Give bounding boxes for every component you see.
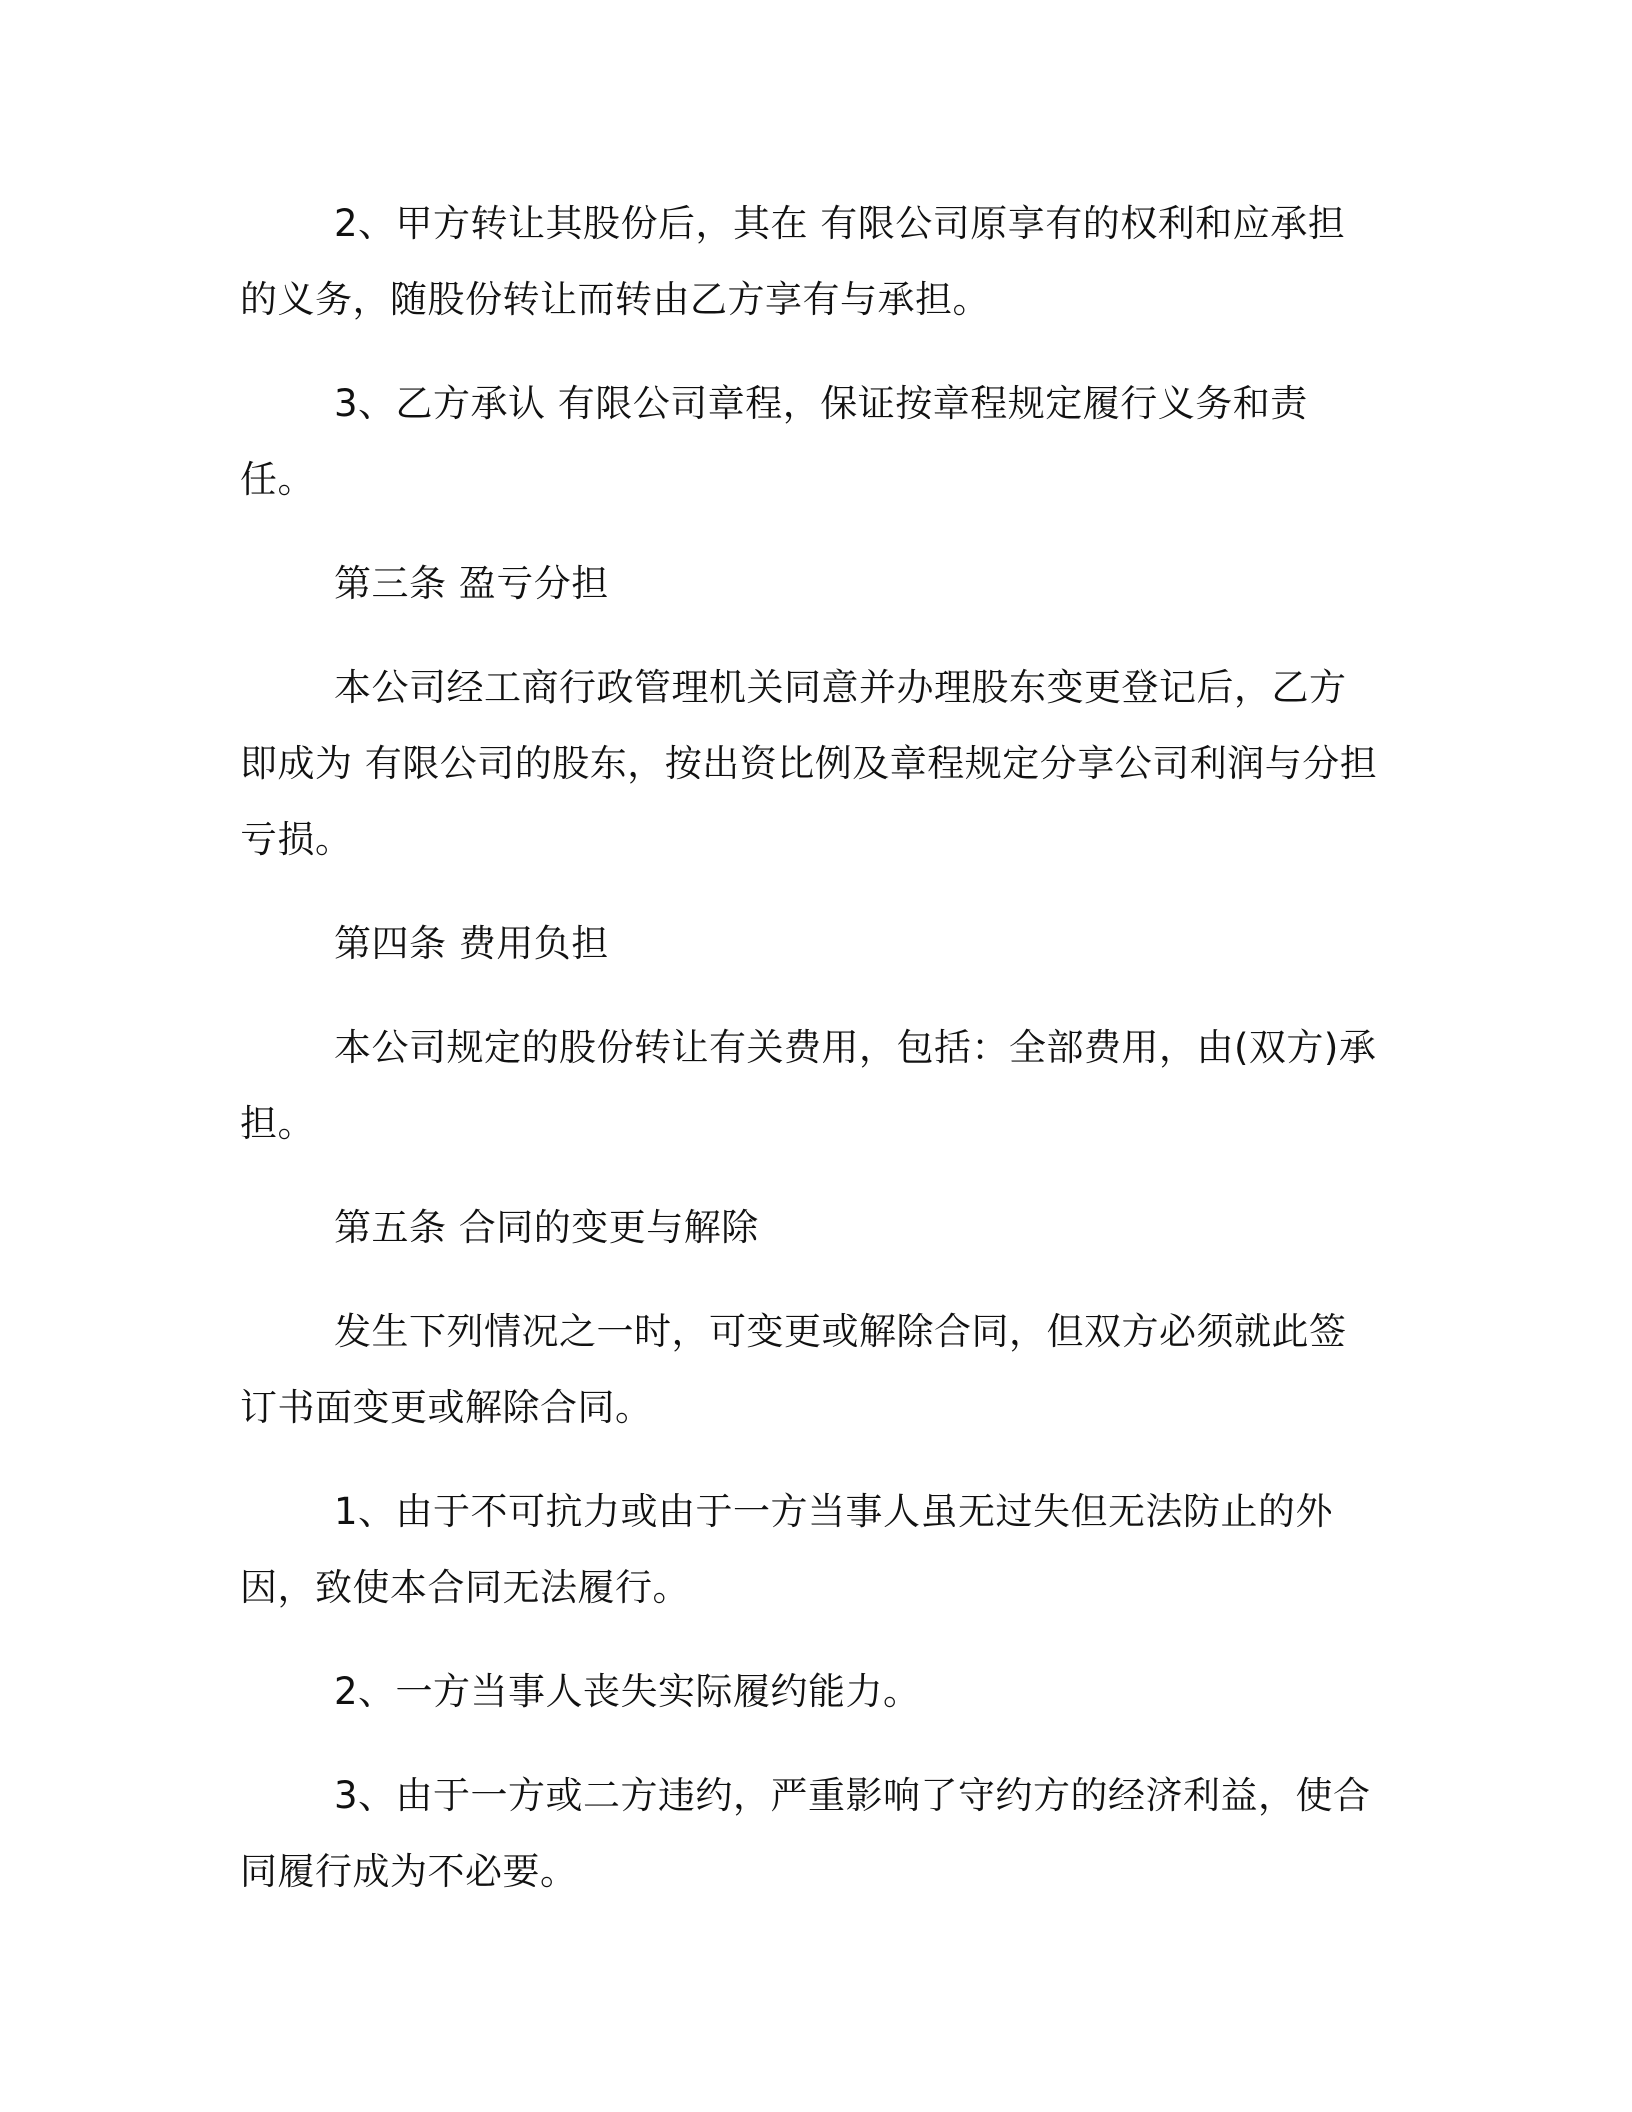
article-4-heading: 第四条 费用负担 <box>334 922 609 965</box>
article-5-heading: 第五条 合同的变更与解除 <box>334 1206 759 1249</box>
paragraph-force-majeure: 1、由于不可抗力或由于一方当事人虽无过失但无法防止的外因，致使本合同无法履行。 <box>240 1490 1334 1609</box>
paragraph-breach: 3、由于一方或二方违约，严重影响了守约方的经济利益，使合同履行成为不必要。 <box>240 1774 1371 1893</box>
document-page <box>240 186 1380 1938</box>
article-3-heading: 第三条 盈亏分担 <box>334 562 609 605</box>
paragraph-loss-capacity: 2、一方当事人丧失实际履约能力。 <box>334 1670 921 1713</box>
paragraph-change-conditions: 发生下列情况之一时，可变更或解除合同，但双方必须就此签订书面变更或解除合同。 <box>240 1310 1347 1429</box>
paragraph-profit-loss: 本公司经工商行政管理机关同意并办理股东变更登记后，乙方即成为 有限公司的股东，按出资比例及章程规定分享公司利润与分担亏损。 <box>240 666 1378 861</box>
paragraph-fees: 本公司规定的股份转让有关费用，包括：全部费用，由(双方)承担。 <box>240 1026 1377 1145</box>
paragraph-acknowledge-charter: 3、乙方承认 有限公司章程，保证按章程规定履行义务和责任。 <box>240 382 1308 501</box>
paragraph-transfer-rights: 2、甲方转让其股份后，其在 有限公司原享有的权利和应承担的义务，随股份转让而转由乙方享有与承担。 <box>240 202 1346 321</box>
